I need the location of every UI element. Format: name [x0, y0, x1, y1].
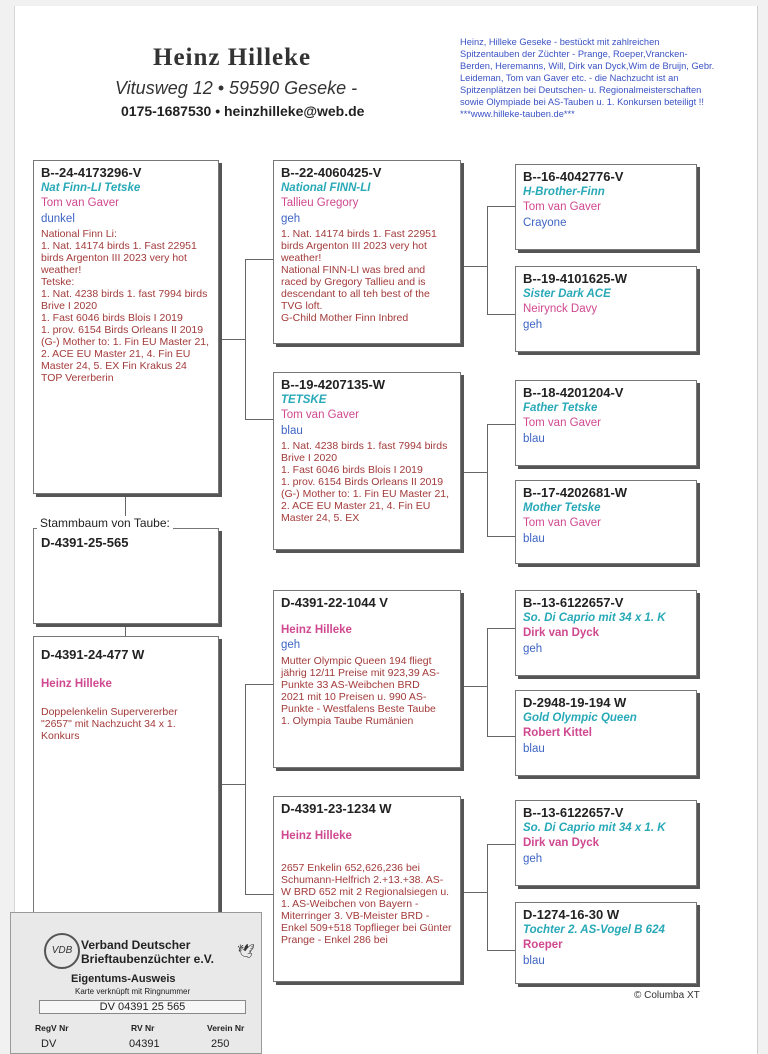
card-subtitle: Karte verknüpft mit Ringnummer — [75, 987, 191, 996]
dam-of-mother-card — [273, 796, 461, 982]
pigeon-name: Mother Tetske — [523, 501, 601, 514]
connector — [487, 844, 515, 845]
ring-number: D-4391-22-1044 V — [281, 595, 388, 610]
connector — [487, 314, 515, 315]
breeder-name: Heinz Hilleke — [153, 44, 312, 71]
pigeon-color: Crayone — [523, 216, 567, 229]
breeder: Tom van Gaver — [281, 409, 359, 421]
pigeon-color: blau — [523, 532, 545, 545]
breeder: Tom van Gaver — [523, 201, 601, 213]
connector — [487, 628, 488, 736]
connector — [461, 686, 487, 687]
mother-card — [33, 636, 219, 936]
pigeon-name: Sister Dark ACE — [523, 287, 611, 300]
connector — [245, 684, 273, 685]
ff-sire-card — [515, 164, 697, 250]
pigeon-color: geh — [281, 212, 301, 225]
performance-text: 1. Nat. 4238 birds 1. fast 7994 birds Brive I 2020 1. Fast 6046 birds Blois I 2019 1. prov. 6154 Birds Orleans II 2019 (G-) Mother to: 1. Fin EU Master 21, 2. ACE EU Master 21, 4. Fin EU Master 24, 5. EX — [281, 440, 450, 524]
connector — [219, 784, 245, 785]
breeder-address: Vitusweg 12 • 59590 Geseke - — [115, 78, 358, 98]
pigeon-name: Father Tetske — [523, 401, 598, 414]
father-card — [33, 160, 219, 494]
ring-number: B--13-6122657-V — [523, 805, 624, 820]
ring-number: B--18-4201204-V — [523, 385, 624, 400]
pigeon-color: blau — [523, 742, 545, 755]
pigeon-name: Gold Olympic Queen — [523, 711, 637, 724]
ring-number: B--19-4101625-W — [523, 271, 628, 286]
card-ring-number: DV 04391 25 565 — [39, 1000, 246, 1014]
ring-number: B--22-4060425-V — [281, 165, 382, 180]
connector — [245, 259, 273, 260]
pigeon-color: blau — [281, 424, 303, 437]
header-rv: RV Nr — [131, 1023, 155, 1033]
connector — [487, 736, 515, 737]
pigeon-color: blau — [523, 954, 545, 967]
ring-number: B--19-4207135-W — [281, 377, 386, 392]
connector — [245, 894, 273, 895]
subject-ring-number: D-4391-25-565 — [41, 535, 129, 550]
connector — [487, 950, 515, 951]
connector — [487, 206, 515, 207]
pedigree-sheet — [14, 6, 758, 1054]
connector — [461, 472, 487, 473]
header-regv: RegV Nr — [35, 1023, 69, 1033]
performance-text: 2657 Enkelin 652,626,236 bei Schumann-Helfrich 2.+13.+38. AS-W BRD 652 mit 2 Regionalsiegen u. 1. AS-Weibchen von Bayern - Miterringer 3. VB-Meister BRD - Enkel 509+518 Topflieger bei Günter Prange - Enkel 286 bei — [281, 862, 452, 946]
pigeon-name: H-Brother-Finn — [523, 185, 605, 198]
sire-of-mother-card — [273, 590, 461, 768]
breeder: Tom van Gaver — [523, 517, 601, 529]
mm-dam-card — [515, 902, 697, 984]
pigeon-name: TETSKE — [281, 393, 327, 406]
value-verein: 250 — [211, 1038, 230, 1050]
pigeon-color: geh — [523, 642, 543, 655]
sire-of-father-card — [273, 160, 461, 344]
ring-number: D-2948-19-194 W — [523, 695, 627, 710]
performance-text: 1. Nat. 14174 birds 1. Fast 22951 birds Argenton III 2023 very hot weather! National FINN-LI was bred and raced by Gregory Tallieu and is descendant to all teh best of the TVG loft. G-Child Mother Finn Inbred — [281, 228, 437, 324]
performance-text: National Finn Li: 1. Nat. 14174 birds 1. Fast 22951 birds Argenton III 2023 very hot weather! Tetske: 1. Nat. 4238 birds 1. fast 7994 birds Brive I 2020 1. Fast 6046 birds Blois I 2019 1. prov. 6154 Birds Orleans II 2019 (G-) Mother to: 1. Fin EU Master 21, 2. ACE EU Master 21, 4. Fin EU Master 24, 5. EX Fin Krakus 24 TOP Vererberin — [41, 228, 210, 384]
subject-card — [33, 528, 219, 624]
breeder: Heinz Hilleke — [281, 829, 352, 842]
connector — [487, 206, 488, 314]
breeder: Tom van Gaver — [41, 197, 119, 209]
pigeon-color: geh — [281, 639, 301, 651]
association-logo: VDB — [44, 933, 80, 969]
fm-sire-card — [515, 380, 697, 466]
connector — [461, 266, 487, 267]
breeder-contact: 0175-1687530 • heinzhilleke@web.de — [121, 103, 365, 119]
pedigree-label: Stammbaum von Taube: — [37, 516, 173, 530]
breeder: Heinz Hilleke — [41, 677, 112, 690]
mf-sire-card — [515, 590, 697, 676]
ring-number: B--13-6122657-V — [523, 595, 624, 610]
connector — [487, 536, 515, 537]
breeder: Heinz Hilleke — [281, 623, 352, 636]
copyright: © Columba XT — [634, 990, 700, 1001]
connector — [487, 424, 488, 536]
breeder-description: Heinz, Hilleke Geseke - bestückt mit zahlreichen Spitzentauben der Züchter - Prange, Roeper,Vrancken-Berden, Heremanns, Will, Dirk van Dyck,Wim de Bruijn, Gebr. Leideman, Tom van Gaver etc. - die Nachzucht ist an Spitzenplätzen bei Deutschen- u. Regionalmeisterschaften sowie Olympiade bei AS-Tauben u. 1. Konkursen beteiligt !! ***www.hilleke-tauben.de*** — [460, 37, 715, 119]
connector — [245, 684, 246, 894]
ownership-card — [10, 912, 262, 1054]
value-regv: DV — [41, 1038, 57, 1050]
breeder: Dirk van Dyck — [523, 627, 600, 639]
connector — [219, 339, 245, 340]
ring-number: B--16-4042776-V — [523, 169, 624, 184]
breeder: Robert Kittel — [523, 727, 592, 739]
ff-dam-card — [515, 266, 697, 352]
breeder: Roeper — [523, 939, 563, 951]
breeder: Dirk van Dyck — [523, 837, 600, 849]
connector — [461, 892, 487, 893]
connector — [245, 419, 273, 420]
ring-number: B--24-4173296-V — [41, 165, 142, 180]
association-name: Verband Deutscher Brieftaubenzüchter e.V. — [81, 938, 214, 966]
breeder: Tallieu Gregory — [281, 197, 359, 209]
breeder: Tom van Gaver — [523, 417, 601, 429]
pigeon-color: geh — [523, 852, 543, 865]
connector — [487, 628, 515, 629]
ring-number: D-4391-23-1234 W — [281, 801, 392, 816]
pigeon-color: geh — [523, 318, 543, 331]
pigeon-icon: 🕊 — [237, 943, 255, 959]
pigeon-color: dunkel — [41, 212, 75, 225]
card-title: Eigentums-Ausweis — [71, 973, 176, 985]
pigeon-name: So. Di Caprio mit 34 x 1. K — [523, 821, 666, 834]
pigeon-name: National FINN-LI — [281, 181, 371, 194]
ring-number: D-1274-16-30 W — [523, 907, 620, 922]
pigeon-name: Nat Finn-LI Tetske — [41, 181, 141, 194]
fm-dam-card — [515, 480, 697, 564]
connector — [245, 259, 246, 419]
value-rv: 04391 — [129, 1038, 160, 1050]
connector — [487, 424, 515, 425]
performance-text: Mutter Olympic Queen 194 fliegt jährig 12/11 Preise mit 923,39 AS-Punkte 33 AS-Weibchen BRD 2021 mit 10 Preisen u. 990 AS-Punkte - Westfalens Beste Taube 1. Olympia Taube Rumänien — [281, 654, 440, 727]
dam-of-father-card — [273, 372, 461, 550]
pigeon-color: blau — [523, 432, 545, 445]
breeder: Neirynck Davy — [523, 303, 598, 315]
performance-text: Doppelenkelin Supervererber "2657" mit Nachzucht 34 x 1. Konkurs — [41, 706, 178, 742]
ring-number: B--17-4202681-W — [523, 485, 628, 500]
header-verein: Verein Nr — [207, 1023, 245, 1033]
mf-dam-card — [515, 690, 697, 776]
mm-sire-card — [515, 800, 697, 886]
pigeon-name: So. Di Caprio mit 34 x 1. K — [523, 611, 666, 624]
ring-number: D-4391-24-477 W — [41, 647, 145, 662]
pigeon-name: Tochter 2. AS-Vogel B 624 — [523, 923, 665, 936]
connector — [487, 844, 488, 950]
